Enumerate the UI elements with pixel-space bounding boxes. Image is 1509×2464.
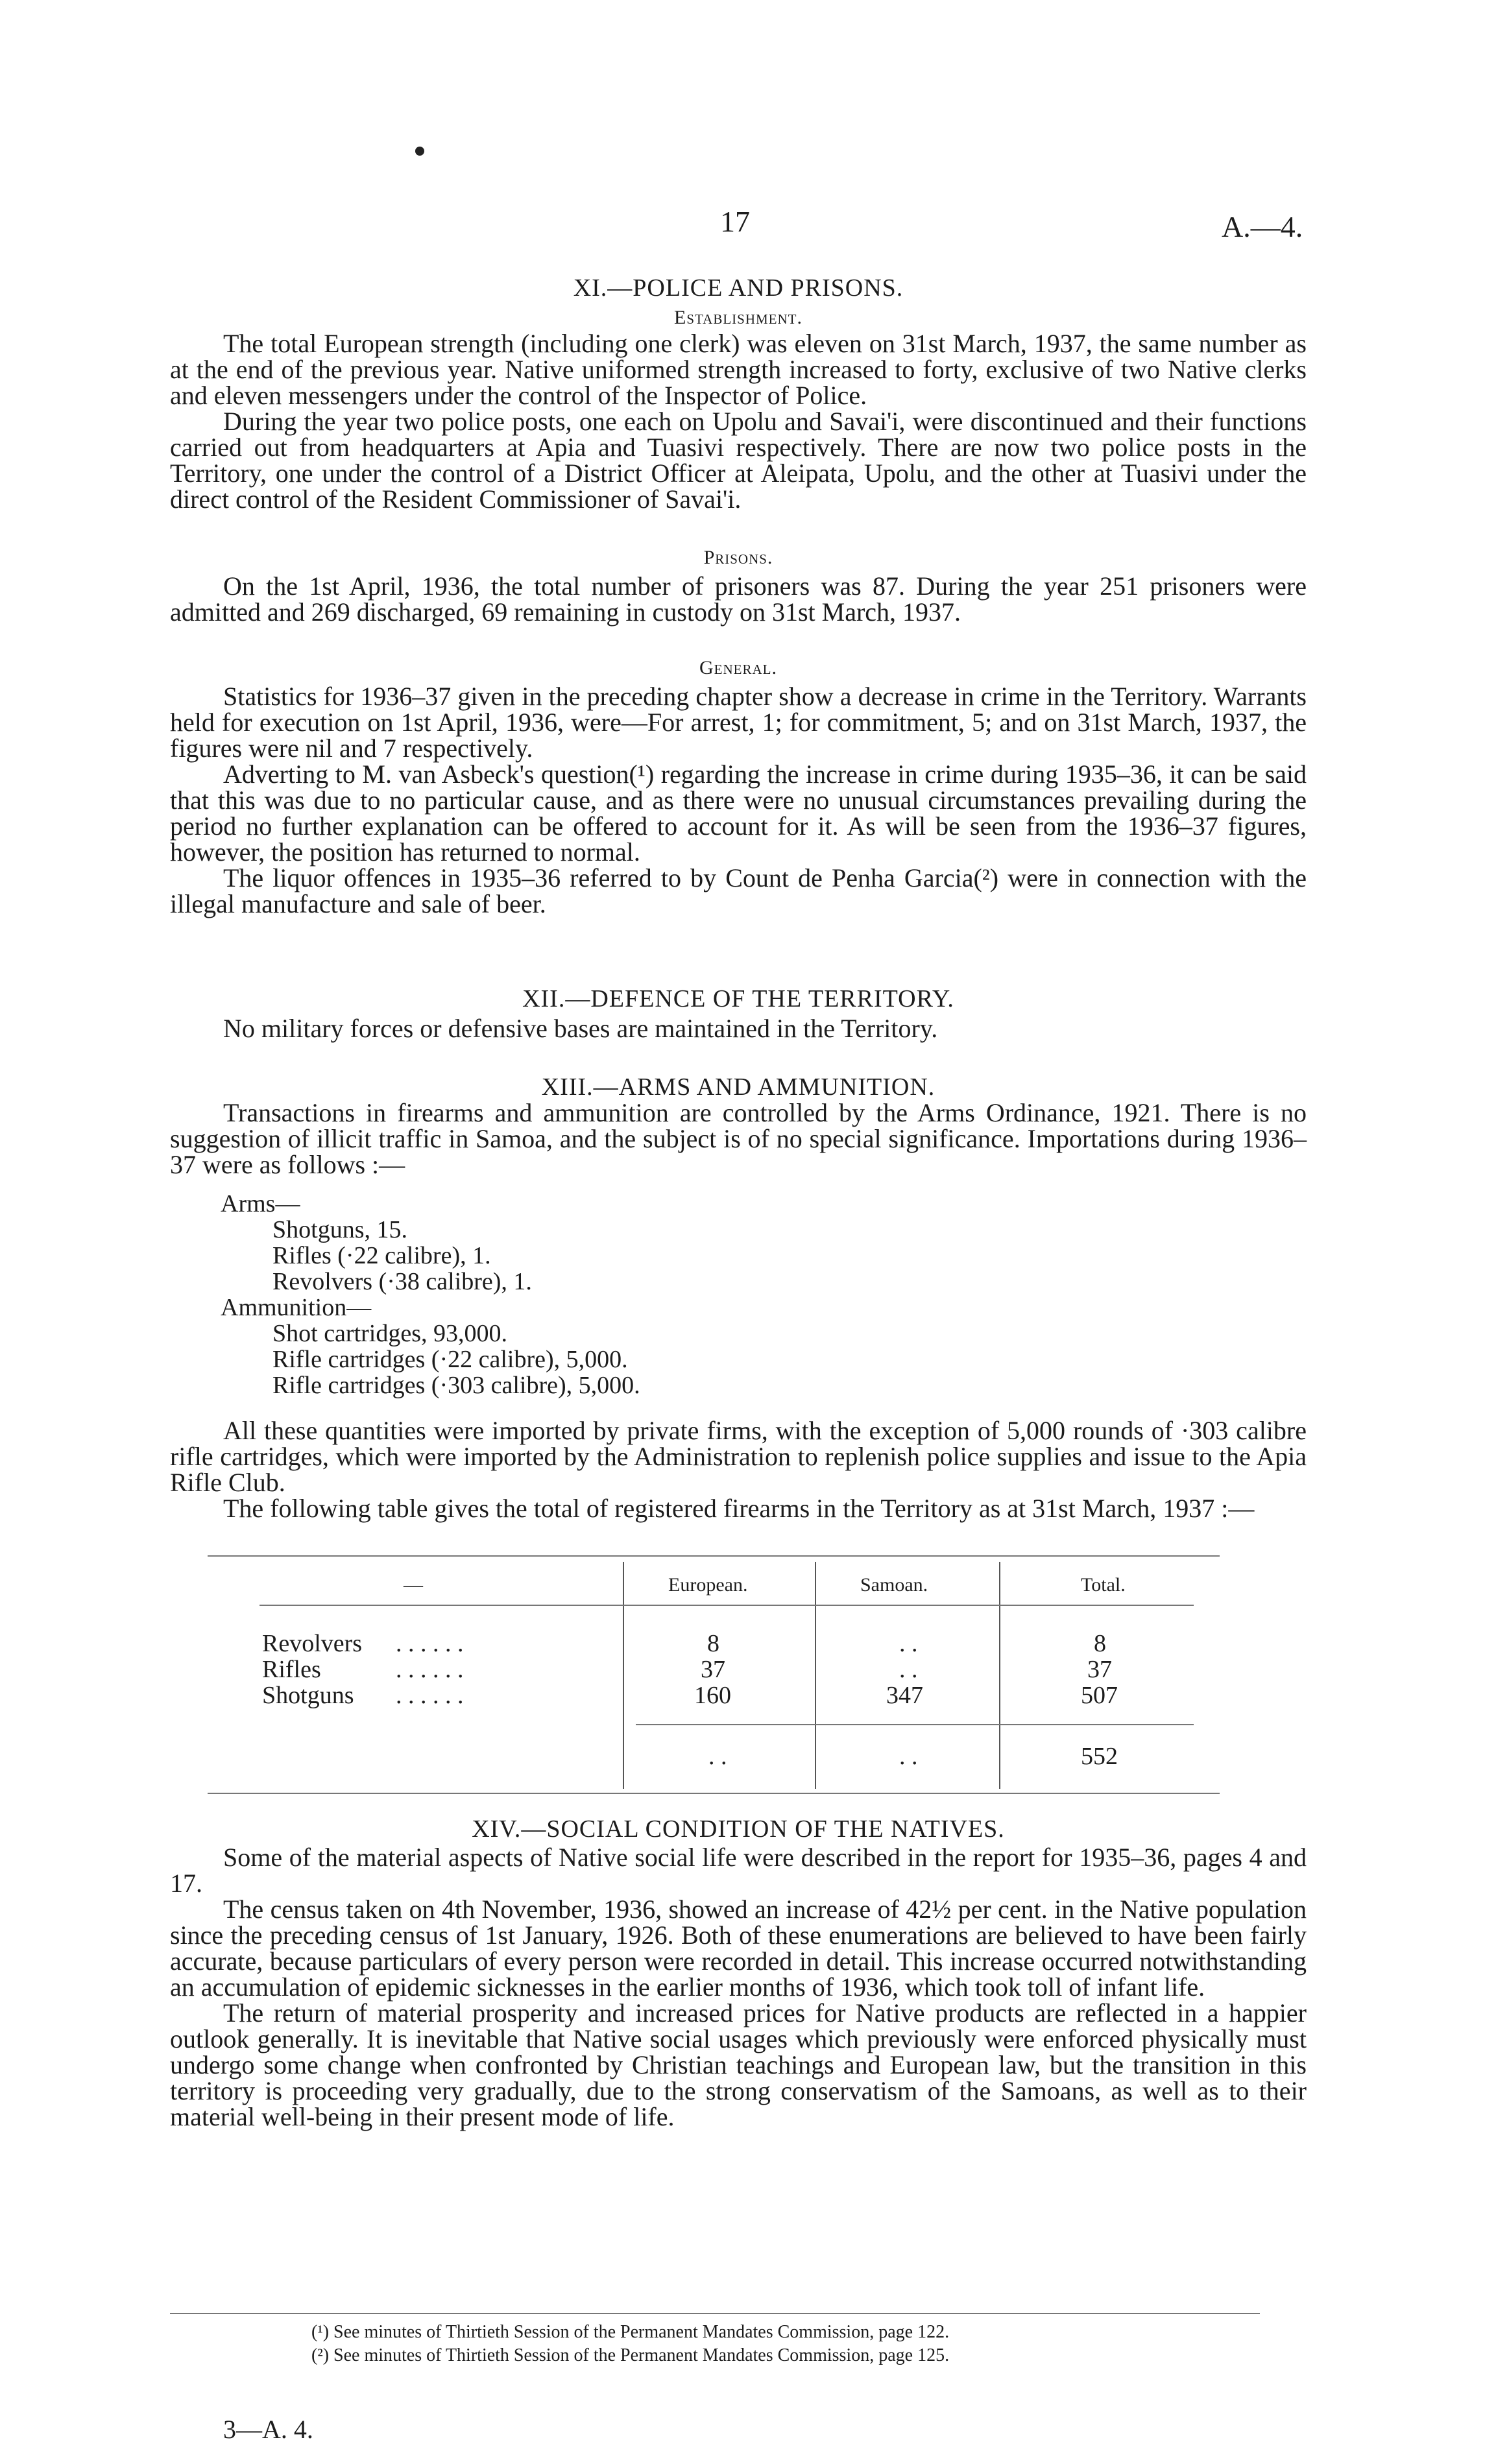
series-reference: A.—4. <box>1222 210 1303 243</box>
leader-dots: . . . . . . <box>396 1630 464 1657</box>
paragraph: The census taken on 4th November, 1936, showed an increase of 42½ per cent. in the Native population since the preceding census of 1st January, 1926. Both of these enumerations are believed to have been fairly accurate, because particulars of every person were recorded in detail. This increase occurred notwithstanding an accumulation of epidemic sicknesses in the earlier months of 1936, which took toll of infant life. <box>170 1895 1307 2002</box>
footnote-rule <box>170 2313 1260 2314</box>
table-header-european: European. <box>668 1574 748 1596</box>
leader-dots: . . . . . . <box>396 1682 464 1709</box>
cell-samoan: . . <box>899 1630 918 1657</box>
grand-total: 552 <box>1081 1743 1118 1770</box>
firearms-table <box>247 1555 1200 1795</box>
column-divider <box>999 1562 1000 1789</box>
paragraph: Transactions in firearms and ammunition are controlled by the Arms Ordinance, 1921. There is no suggestion of illicit traffic in Samoa, and the subject is of no special significance. Importations during 1936–37 were as follows :— <box>170 1098 1307 1179</box>
leader-dots: . . . . . . <box>396 1656 464 1683</box>
footnote-1: (¹) See minutes of Thirtieth Session of the Permanent Mandates Commission, page 122. <box>311 2322 950 2342</box>
list-item: Shotguns, 15. <box>272 1216 407 1243</box>
section-xi-title: XI.—POLICE AND PRISONS. <box>573 274 904 302</box>
paragraph: All these quantities were imported by private firms, with the exception of 5,000 rounds of ·303 calibre rifle cartridges, which were imported by the Administration to replenish police supplies and issue to the Apia Rifle Club. <box>170 1416 1307 1497</box>
table-total-rule <box>636 1724 1194 1725</box>
section-xi <box>170 275 1307 917</box>
section-xiii-continued <box>170 1418 1307 1522</box>
cell-total: 507 <box>1081 1682 1118 1709</box>
section-xii-title: XII.—DEFENCE OF THE TERRITORY. <box>522 985 954 1012</box>
cell-samoan: 347 <box>886 1682 923 1709</box>
footnote-2: (²) See minutes of Thirtieth Session of the Permanent Mandates Commission, page 125. <box>311 2345 950 2365</box>
column-divider <box>623 1562 624 1789</box>
establishment-heading: Establishment. <box>674 307 803 328</box>
ammunition-label: Ammunition— <box>221 1294 372 1321</box>
prisons-heading: Prisons. <box>703 547 773 568</box>
paragraph: The liquor offences in 1935–36 referred to by Count de Penha Garcia(²) were in connection with the illegal manufacture and sale of beer. <box>170 863 1307 918</box>
section-xiii <box>170 1074 1307 1178</box>
list-item: Revolvers (·38 calibre), 1. <box>272 1268 532 1295</box>
paragraph: Some of the material aspects of Native social life were described in the report for 1935–36, pages 4 and 17. <box>170 1843 1307 1898</box>
table-header-label: — <box>404 1574 423 1596</box>
table-top-rule <box>208 1555 1220 1557</box>
list-item: Shot cartridges, 93,000. <box>272 1320 508 1347</box>
paragraph: No military forces or defensive bases are maintained in the Territory. <box>223 1014 938 1043</box>
section-xiv <box>170 1816 1307 2130</box>
total-european: . . <box>708 1743 727 1770</box>
paragraph: The total European strength (including one clerk) was eleven on 31st March, 1937, the same number as at the end of the previous year. Native uniformed strength increased to forty, exclusive of two Native clerks and eleven messengers under the control of the Inspector of Police. <box>170 329 1307 410</box>
cell-total: 8 <box>1094 1630 1106 1657</box>
total-samoan: . . <box>899 1743 918 1770</box>
table-header-samoan: Samoan. <box>860 1574 928 1596</box>
paragraph: The following table gives the total of registered firearms in the Territory as at 31st March, 1937 :— <box>223 1494 1255 1523</box>
cell-european: 37 <box>701 1656 725 1683</box>
list-item: Rifles (·22 calibre), 1. <box>272 1242 491 1269</box>
column-divider <box>815 1562 816 1789</box>
ink-dot-mark <box>415 147 424 156</box>
arms-label: Arms— <box>221 1190 300 1217</box>
paragraph: Statistics for 1936–37 given in the preceding chapter show a decrease in crime in the Territory. Warrants held for execution on 1st April, 1936, were—For arrest, 1; for commitment, 5; and on 31st March, 1937, the figures were nil and 7 respectively. <box>170 682 1307 763</box>
arms-list <box>272 1217 532 1295</box>
list-item: Rifle cartridges (·22 calibre), 5,000. <box>272 1346 628 1373</box>
cell-european: 8 <box>707 1630 719 1657</box>
row-label: Rifles <box>262 1656 321 1683</box>
table-header-rule <box>260 1605 1194 1606</box>
table-header-total: Total. <box>1081 1574 1126 1596</box>
row-label: Shotguns <box>262 1682 354 1709</box>
section-xiv-title: XIV.—SOCIAL CONDITION OF THE NATIVES. <box>472 1815 1005 1843</box>
paragraph: The return of material prosperity and increased prices for Native products are reflected in a happier outlook generally. It is inevitable that Native social usages which previously were enforced physically must undergo some change when confronted by Christian teachings and European law, but the transition in this territory is proceeding very gradually, due to the strong conservatism of the Samoans, as well as to their material well-being in their present mode of life. <box>170 1998 1307 2131</box>
paragraph: Adverting to M. van Asbeck's question(¹) regarding the increase in crime during 1935–36, it can be said that this was due to no particular cause, and as there were no unusual circumstances prevailing during the period no further explanation can be offered to account for it. As will be seen from the 1936–37 figures, however, the position has returned to normal. <box>170 760 1307 867</box>
cell-total: 37 <box>1087 1656 1112 1683</box>
table-bottom-rule <box>208 1793 1220 1794</box>
paragraph: On the 1st April, 1936, the total number of prisoners was 87. During the year 251 prisoners were admitted and 269 discharged, 69 remaining in custody on 31st March, 1937. <box>170 571 1307 627</box>
ammunition-list <box>272 1321 640 1398</box>
page-number: 17 <box>720 205 750 238</box>
section-xiii-title: XIII.—ARMS AND AMMUNITION. <box>541 1073 936 1101</box>
section-xii <box>170 986 1307 1042</box>
row-label: Revolvers <box>262 1630 363 1657</box>
cell-samoan: . . <box>899 1656 918 1683</box>
list-item: Rifle cartridges (·303 calibre), 5,000. <box>272 1372 640 1399</box>
general-heading: General. <box>699 657 777 678</box>
cell-european: 160 <box>694 1682 731 1709</box>
paragraph: During the year two police posts, one each on Upolu and Savai'i, were discontinued and their functions carried out from headquarters at Apia and Tuasivi respectively. There are now two police posts in the Territory, one under the control of a District Officer at Aleipata, Upolu, and the other at Tuasivi under the direct control of the Resident Commissioner of Savai'i. <box>170 407 1307 514</box>
printer-signature: 3—A. 4. <box>223 2415 313 2444</box>
